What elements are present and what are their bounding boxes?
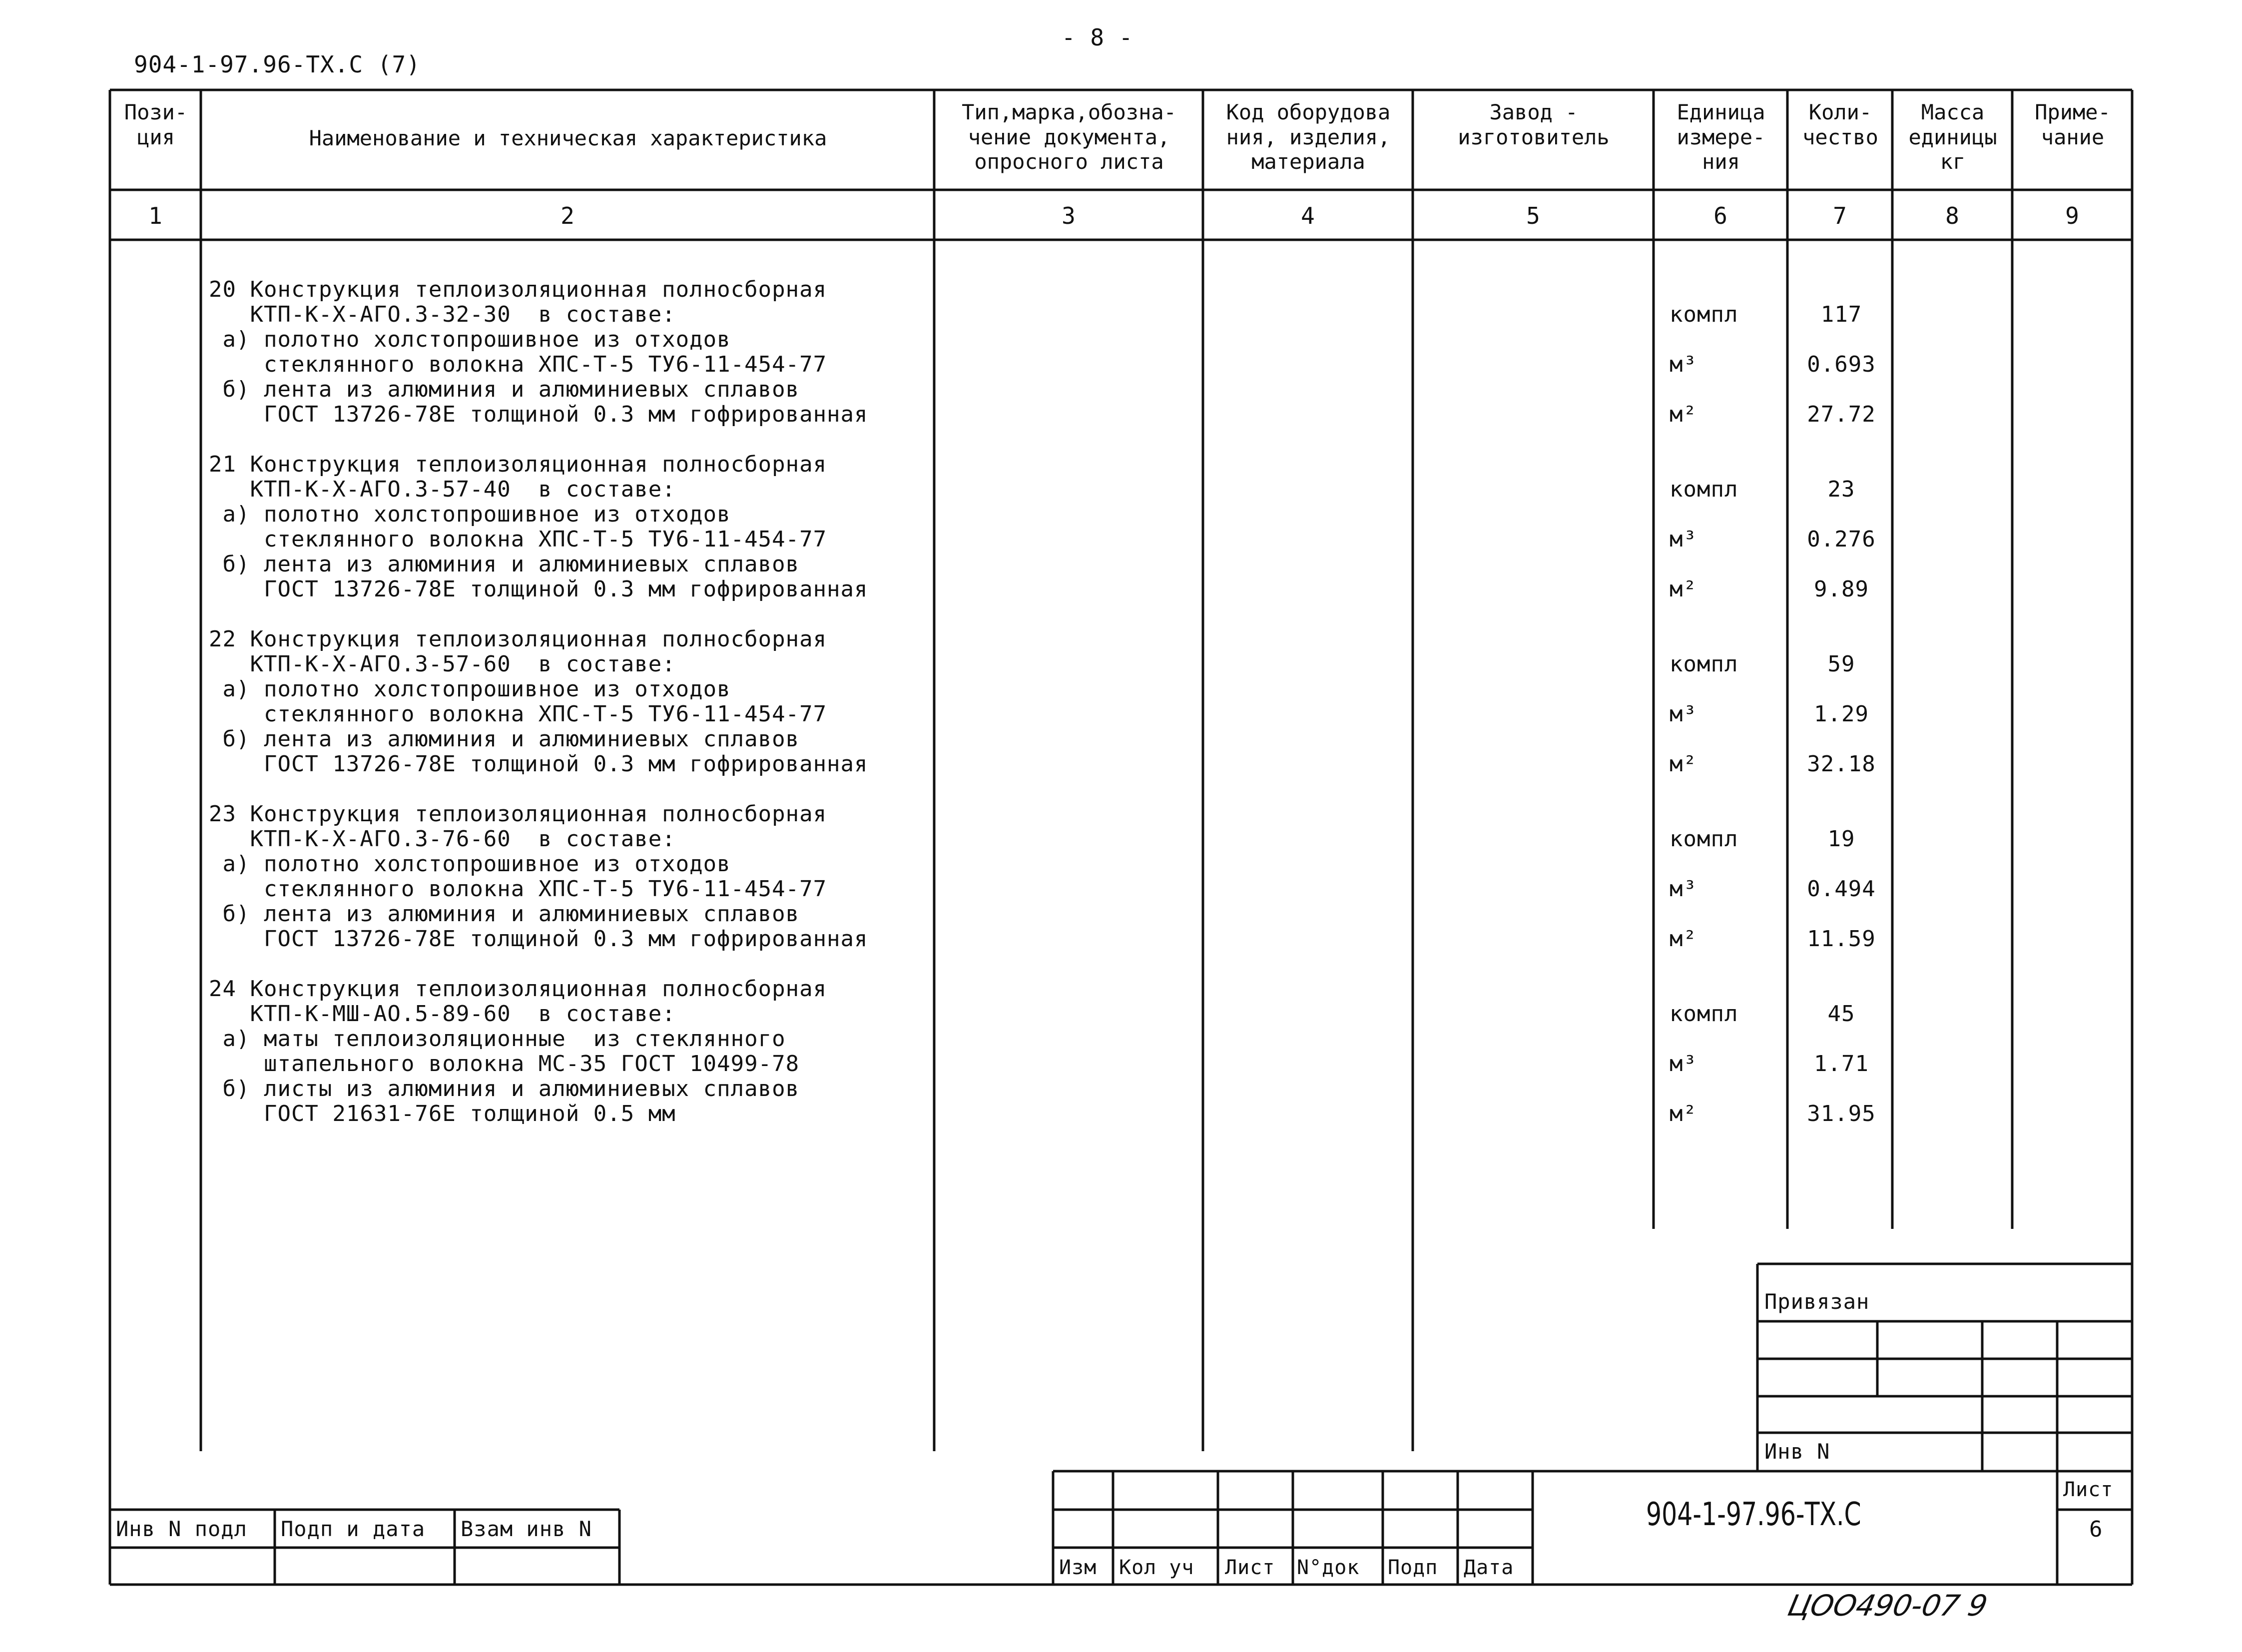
item-unit: м² [1670,926,1697,952]
item-unit: м² [1670,576,1697,602]
page-number: - 8 - [1062,24,1133,51]
item-line: 22 Конструкция теплоизоляционная полносборная [209,626,827,652]
item-unit: м³ [1670,701,1697,727]
header-type: Тип,марка,обозна- чение документа, опросного листа [962,100,1176,174]
column-number: 5 [1526,202,1540,229]
item-line: 21 Конструкция теплоизоляционная полносборная [209,452,827,477]
item-quantity: 31.95 [1807,1101,1876,1126]
title-label-kol-uch: Кол уч [1119,1556,1194,1579]
header-note: Приме- чание [2035,100,2111,149]
column-number: 2 [560,202,574,229]
column-number: 6 [1713,202,1727,229]
item-line: а) полотно холстопрошивное из отходов [209,327,731,352]
item-line: КТП-К-Х-АГО.3-57-60 в составе: [209,651,676,677]
column-number: 4 [1301,202,1315,229]
item-line: б) лента из алюминия и алюминиевых сплавов [209,377,800,402]
title-label-sign: Подп [1388,1556,1438,1579]
item-line: ГОСТ 21631-76Е толщиной 0.5 мм [209,1101,676,1126]
sign-date-label: Подп и дата [281,1517,426,1541]
item-quantity: 19 [1827,826,1855,852]
header-position: Пози- ция [124,100,188,149]
header-quantity: Коли- чество [1802,100,1878,149]
title-label-doc: N°док [1297,1556,1360,1579]
item-unit: компл [1670,826,1738,852]
column-number: 3 [1062,202,1076,229]
item-line: ГОСТ 13726-78Е толщиной 0.3 мм гофрированная [209,402,868,427]
item-line: штапельного волокна МС-35 ГОСТ 10499-78 [209,1051,800,1077]
item-quantity: 27.72 [1807,402,1876,427]
item-line: КТП-К-Х-АГО.3-76-60 в составе: [209,826,676,852]
inv-podl-label: Инв N подл [116,1517,247,1541]
item-quantity: 117 [1820,302,1862,327]
item-line: 20 Конструкция теплоизоляционная полносборная [209,277,827,302]
item-quantity: 0.693 [1807,352,1876,377]
item-quantity: 45 [1827,1001,1855,1027]
item-line: стеклянного волокна ХПС-Т-5 ТУ6-11-454-77 [209,527,827,552]
title-label-date: Дата [1464,1556,1514,1579]
item-unit: м² [1670,751,1697,777]
inventory-label: Инв N [1764,1439,1830,1464]
item-unit: компл [1670,1001,1738,1027]
item-line: а) полотно холстопрошивное из отходов [209,676,731,702]
item-line: б) листы из алюминия и алюминиевых сплавов [209,1076,800,1101]
item-unit: м² [1670,1101,1697,1126]
item-unit: компл [1670,302,1738,327]
item-line: ГОСТ 13726-78Е толщиной 0.3 мм гофрированная [209,926,868,952]
item-line: а) полотно холстопрошивное из отходов [209,851,731,877]
item-quantity: 0.276 [1807,527,1876,552]
header-unit: Единица измере- ния [1677,100,1765,174]
item-line: стеклянного волокна ХПС-Т-5 ТУ6-11-454-77 [209,701,827,727]
item-quantity: 1.29 [1814,701,1869,727]
header-code: Код оборудова ния, изделия, материала [1226,100,1391,174]
item-line: б) лента из алюминия и алюминиевых сплавов [209,551,800,577]
column-number: 9 [2065,202,2079,229]
item-line: КТП-К-Х-АГО.3-57-40 в составе: [209,477,676,502]
item-line: ГОСТ 13726-78Е толщиной 0.3 мм гофрированная [209,751,868,777]
column-number: 8 [1945,202,1959,229]
item-line: 23 Конструкция теплоизоляционная полносборная [209,801,827,827]
header-name: Наименование и техническая характеристика [309,126,827,150]
document-code: 904-1-97.96-ТХ.С [1646,1496,1861,1533]
item-quantity: 9.89 [1814,576,1869,602]
handwritten-archive-code: ЦОО490-07 9 [1784,1589,1991,1623]
item-line: а) маты теплоизоляционные из стеклянного [209,1026,786,1052]
binding-label: Привязан [1764,1289,1870,1314]
item-line: б) лента из алюминия и алюминиевых сплавов [209,726,800,752]
item-line: стеклянного волокна ХПС-Т-5 ТУ6-11-454-77 [209,876,827,902]
item-quantity: 11.59 [1807,926,1876,952]
item-unit: м² [1670,402,1697,427]
document-code-top: 904-1-97.96-ТХ.С (7) [134,51,421,78]
item-line: а) полотно холстопрошивное из отходов [209,502,731,527]
item-quantity: 32.18 [1807,751,1876,777]
item-line: б) лента из алюминия и алюминиевых сплавов [209,901,800,927]
item-unit: компл [1670,477,1738,502]
item-line: КТП-К-Х-АГО.3-32-30 в составе: [209,302,676,327]
item-line: КТП-К-МШ-АО.5-89-60 в составе: [209,1001,676,1027]
item-unit: м³ [1670,876,1697,902]
column-number: 7 [1833,202,1847,229]
sheet-label: Лист [2063,1478,2114,1501]
item-line: ГОСТ 13726-78Е толщиной 0.3 мм гофрированная [209,576,868,602]
item-unit: м³ [1670,1051,1697,1077]
item-unit: компл [1670,651,1738,677]
title-label-list: Лист [1225,1556,1275,1579]
item-quantity: 59 [1827,651,1855,677]
sheet-number: 6 [2089,1517,2103,1542]
item-line: 24 Конструкция теплоизоляционная полносборная [209,976,827,1002]
header-manufacturer: Завод - изготовитель [1458,100,1610,149]
title-label-izm: Изм [1059,1556,1097,1579]
header-mass: Масса единицы кг [1908,100,1997,174]
item-quantity: 0.494 [1807,876,1876,902]
item-quantity: 1.71 [1814,1051,1869,1077]
replaced-inv-label: Взам инв N [461,1517,592,1541]
item-line: стеклянного волокна ХПС-Т-5 ТУ6-11-454-77 [209,352,827,377]
item-quantity: 23 [1827,477,1855,502]
column-number: 1 [148,202,162,229]
item-unit: м³ [1670,352,1697,377]
item-unit: м³ [1670,527,1697,552]
